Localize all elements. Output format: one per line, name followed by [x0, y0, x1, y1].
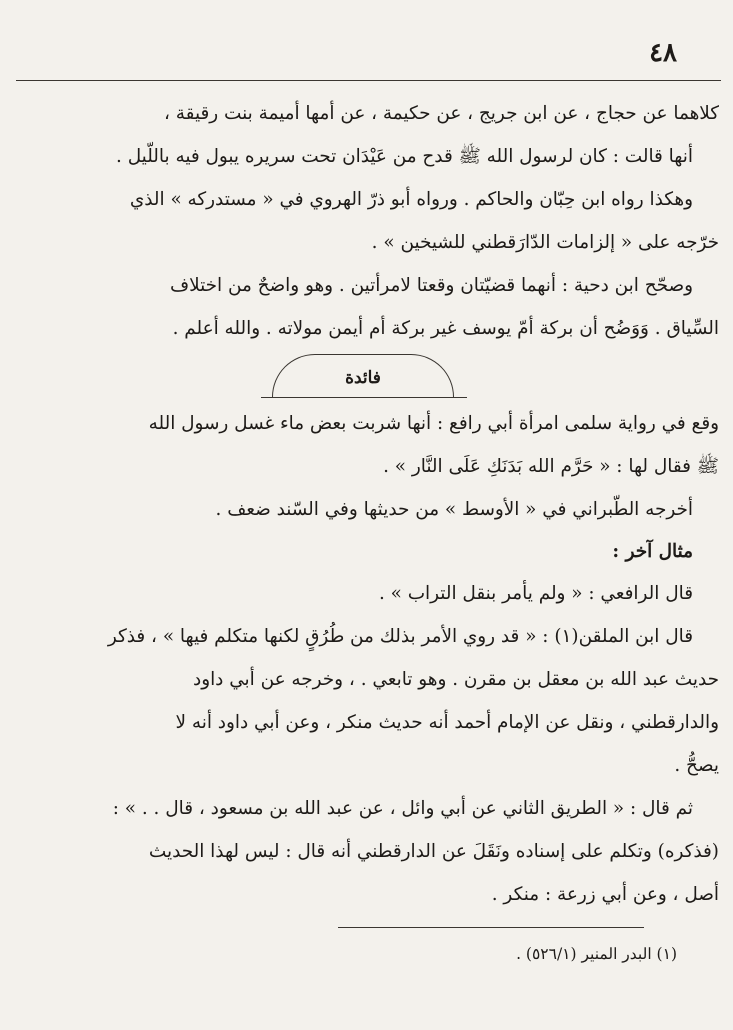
text-line: قال ابن الملقن(١) : « قد روي الأمر بذلك من طُرُقٍ لكنها متكلم فيها » ، فذكر	[107, 626, 693, 647]
text-line: قال الرافعي : « ولم يأمر بنقل التراب » .	[378, 583, 693, 604]
text-line: ثم قال : « الطريق الثاني عن أبي وائل ، عن عبد الله بن مسعود ، قال . . » :	[112, 798, 693, 819]
text-line: أنها قالت : كان لرسول الله ﷺ قدح من عَيْدَان تحت سريره يبول فيه باللّيل .	[116, 146, 693, 167]
text-line: وهكذا رواه ابن حِبّان والحاكم . ورواه أبو ذرّ الهروي في « مستدركه » الذي	[129, 189, 693, 210]
header-rule	[16, 80, 721, 81]
text-line: وقع في رواية سلمى امرأة أبي رافع : أنها شربت بعض ماء غسل رسول الله	[148, 413, 719, 434]
text-line: السِّياق . وَوَضُح أن بركة أمّ يوسف غير بركة أم أيمن مولاته . والله أعلم .	[172, 318, 719, 339]
footnote: (١) البدر المنير (٥٢٦/١) .	[516, 945, 677, 963]
text-line: يصحُّ .	[674, 755, 719, 776]
text-line: وصحّح ابن دحية : أنهما قضيّتان وقعتا لامرأتين . وهو واضحٌ من اختلاف	[170, 275, 693, 296]
page-number: ٤٨	[649, 38, 677, 68]
text-line: والدارقطني ، ونقل عن الإمام أحمد أنه حديث منكر ، وعن أبي داود أنه لا	[175, 712, 719, 733]
section-heading: فائدة	[272, 354, 454, 397]
text-line: خرّجه على « إلزامات الدّارَقطني للشيخين » .	[371, 232, 719, 253]
text-line: (فذكره) وتكلم على إسناده ونَقَلَ عن الدارقطني أنه قال : ليس لهذا الحديث	[148, 841, 719, 862]
text-line: أصل ، وعن أبي زرعة : منكر .	[491, 884, 719, 905]
text-line: ﷺ فقال لها : « حَرَّم الله بَدَنَكِ عَلَى النَّار » .	[383, 456, 719, 477]
text-line: حديث عبد الله بن معقل بن مقرن . وهو تابعي . ، وخرجه عن أبي داود	[193, 669, 719, 690]
example-heading: مثال آخر :	[612, 541, 693, 562]
text-line: أخرجه الطّبراني في « الأوسط » من حديثها وفي السّند ضعف .	[215, 499, 693, 520]
footnote-rule	[338, 927, 644, 928]
text-line: كلاهما عن حجاج ، عن ابن جريج ، عن حكيمة ، عن أمها أميمة بنت رقيقة ،	[164, 103, 719, 124]
section-heading-box	[13, 350, 719, 402]
main-text	[13, 92, 719, 916]
section-heading-rule	[261, 397, 467, 398]
